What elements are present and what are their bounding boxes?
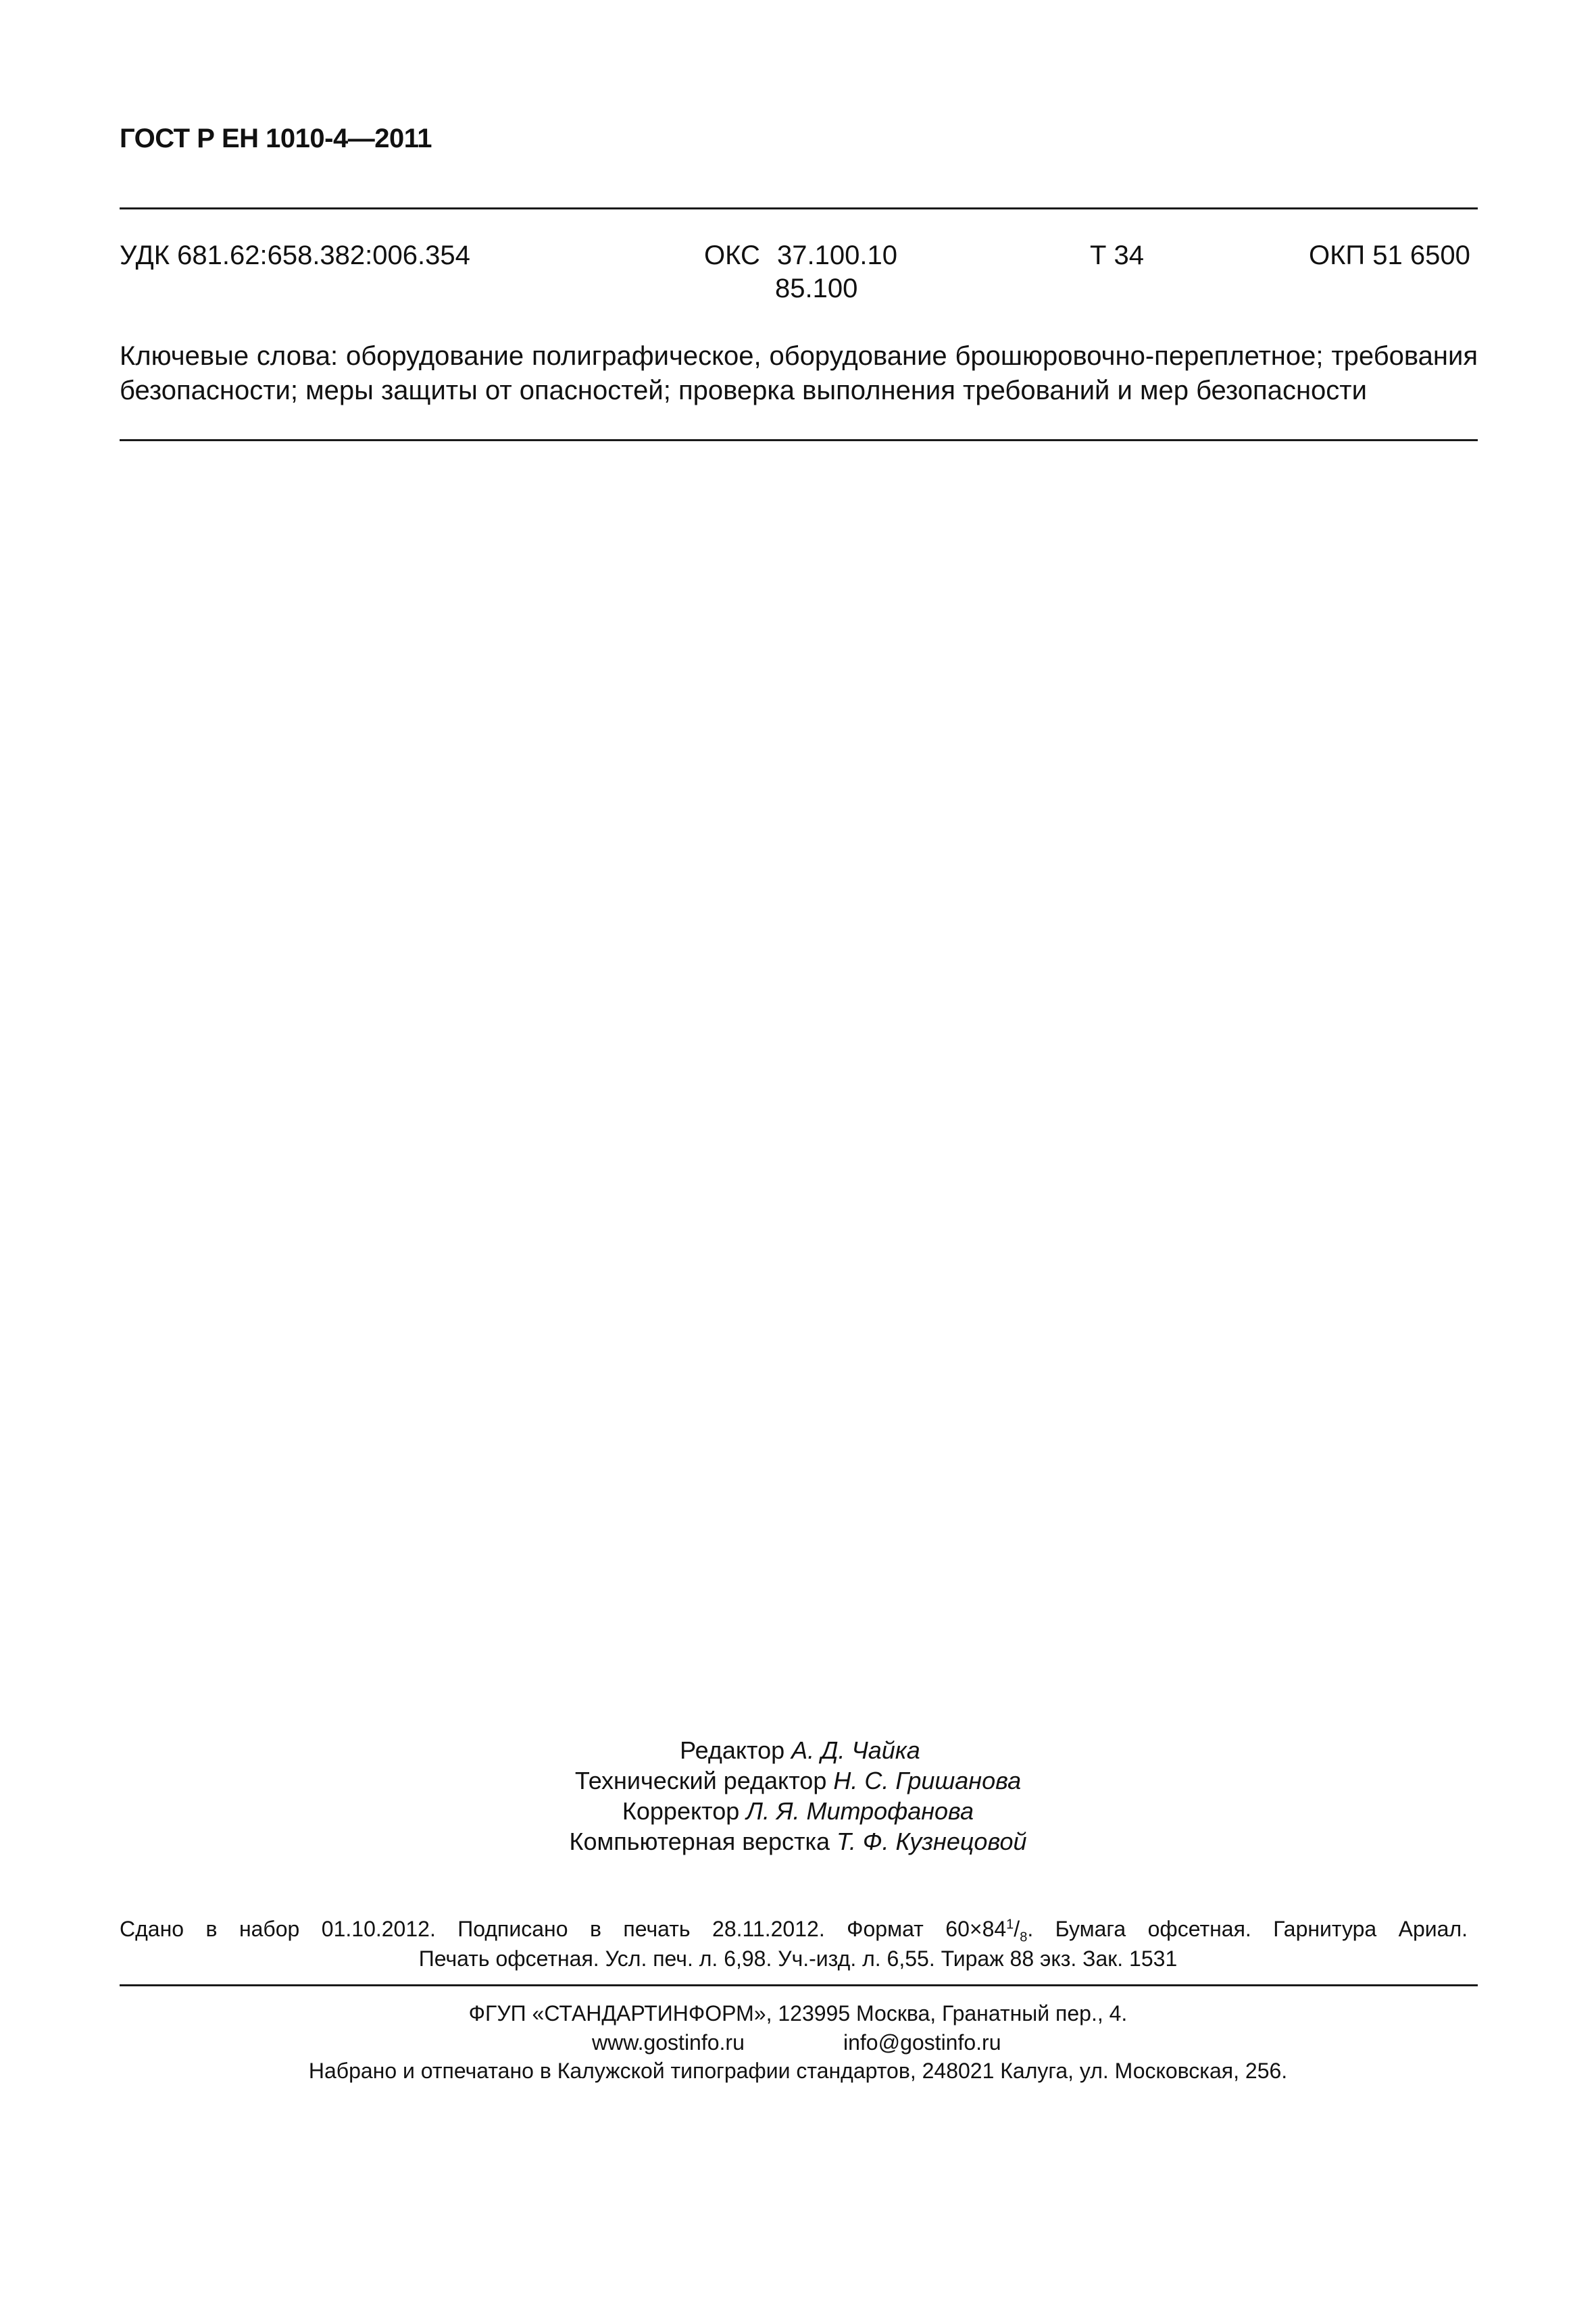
oks-label: ОКС [704, 241, 760, 270]
credit-layout [569, 1828, 1026, 1856]
publisher-website[interactable]: www.gostinfo.ru [592, 2030, 745, 2055]
publisher-email[interactable]: info@gostinfo.ru [843, 2030, 1001, 2055]
credit-role: Редактор [680, 1736, 785, 1764]
publisher-address: ФГУП «СТАНДАРТИНФОРМ», 123995 Москва, Гранатный пер., 4. [468, 2001, 1128, 2026]
credit-role: Корректор [622, 1797, 740, 1825]
publisher-divider [120, 1984, 1478, 1986]
credit-role: Компьютерная верстка [569, 1828, 830, 1855]
print-info-text: Сдано в набор 01.10.2012. Подписано в печать 28.11.2012. Формат 60×84 [120, 1917, 1007, 1941]
keywords-divider [120, 439, 1478, 441]
credit-name: Н. С. Гришанова [833, 1767, 1022, 1794]
oks-code-1: 37.100.10 [777, 241, 897, 270]
print-info-text-2: . Бумага офсетная. Гарнитура Ариал. [1027, 1917, 1468, 1941]
credit-tech-editor [575, 1767, 1021, 1795]
credit-name: А. Д. Чайка [791, 1736, 920, 1764]
printing-house: Набрано и отпечатано в Калужской типографии стандартов, 248021 Калуга, ул. Московская, 256. [308, 2059, 1288, 2083]
print-info-line-2: Печать офсетная. Усл. печ. л. 6,98. Уч.-изд. л. 6,55. Тираж 88 экз. Зак. 1531 [418, 1946, 1178, 1971]
udk-code: УДК 681.62:658.382:006.354 [120, 241, 470, 270]
keywords-text: Ключевые слова: оборудование полиграфическое, оборудование брошюровочно-переплетное; требования безопасности; меры защиты от опасностей; проверка выполнения требований и мер безопасности [120, 341, 1478, 405]
credit-name: Л. Я. Митрофанова [746, 1797, 974, 1825]
credit-role: Технический редактор [574, 1767, 827, 1794]
credit-editor [680, 1736, 920, 1765]
format-denominator: 8 [1020, 1930, 1028, 1945]
t-code: Т 34 [1090, 241, 1145, 270]
oks-code-2: 85.100 [775, 274, 858, 303]
top-divider [120, 207, 1478, 209]
format-separator: / [1014, 1917, 1020, 1941]
gost-number: ГОСТ Р ЕН 1010-4—2011 [120, 124, 432, 153]
format-numerator: 1 [1006, 1917, 1014, 1932]
credit-name: Т. Ф. Кузнецовой [837, 1828, 1027, 1855]
print-info-line-1 [120, 1917, 1468, 1945]
credit-proofreader [622, 1797, 974, 1826]
okp-code: ОКП 51 6500 [1309, 241, 1470, 270]
